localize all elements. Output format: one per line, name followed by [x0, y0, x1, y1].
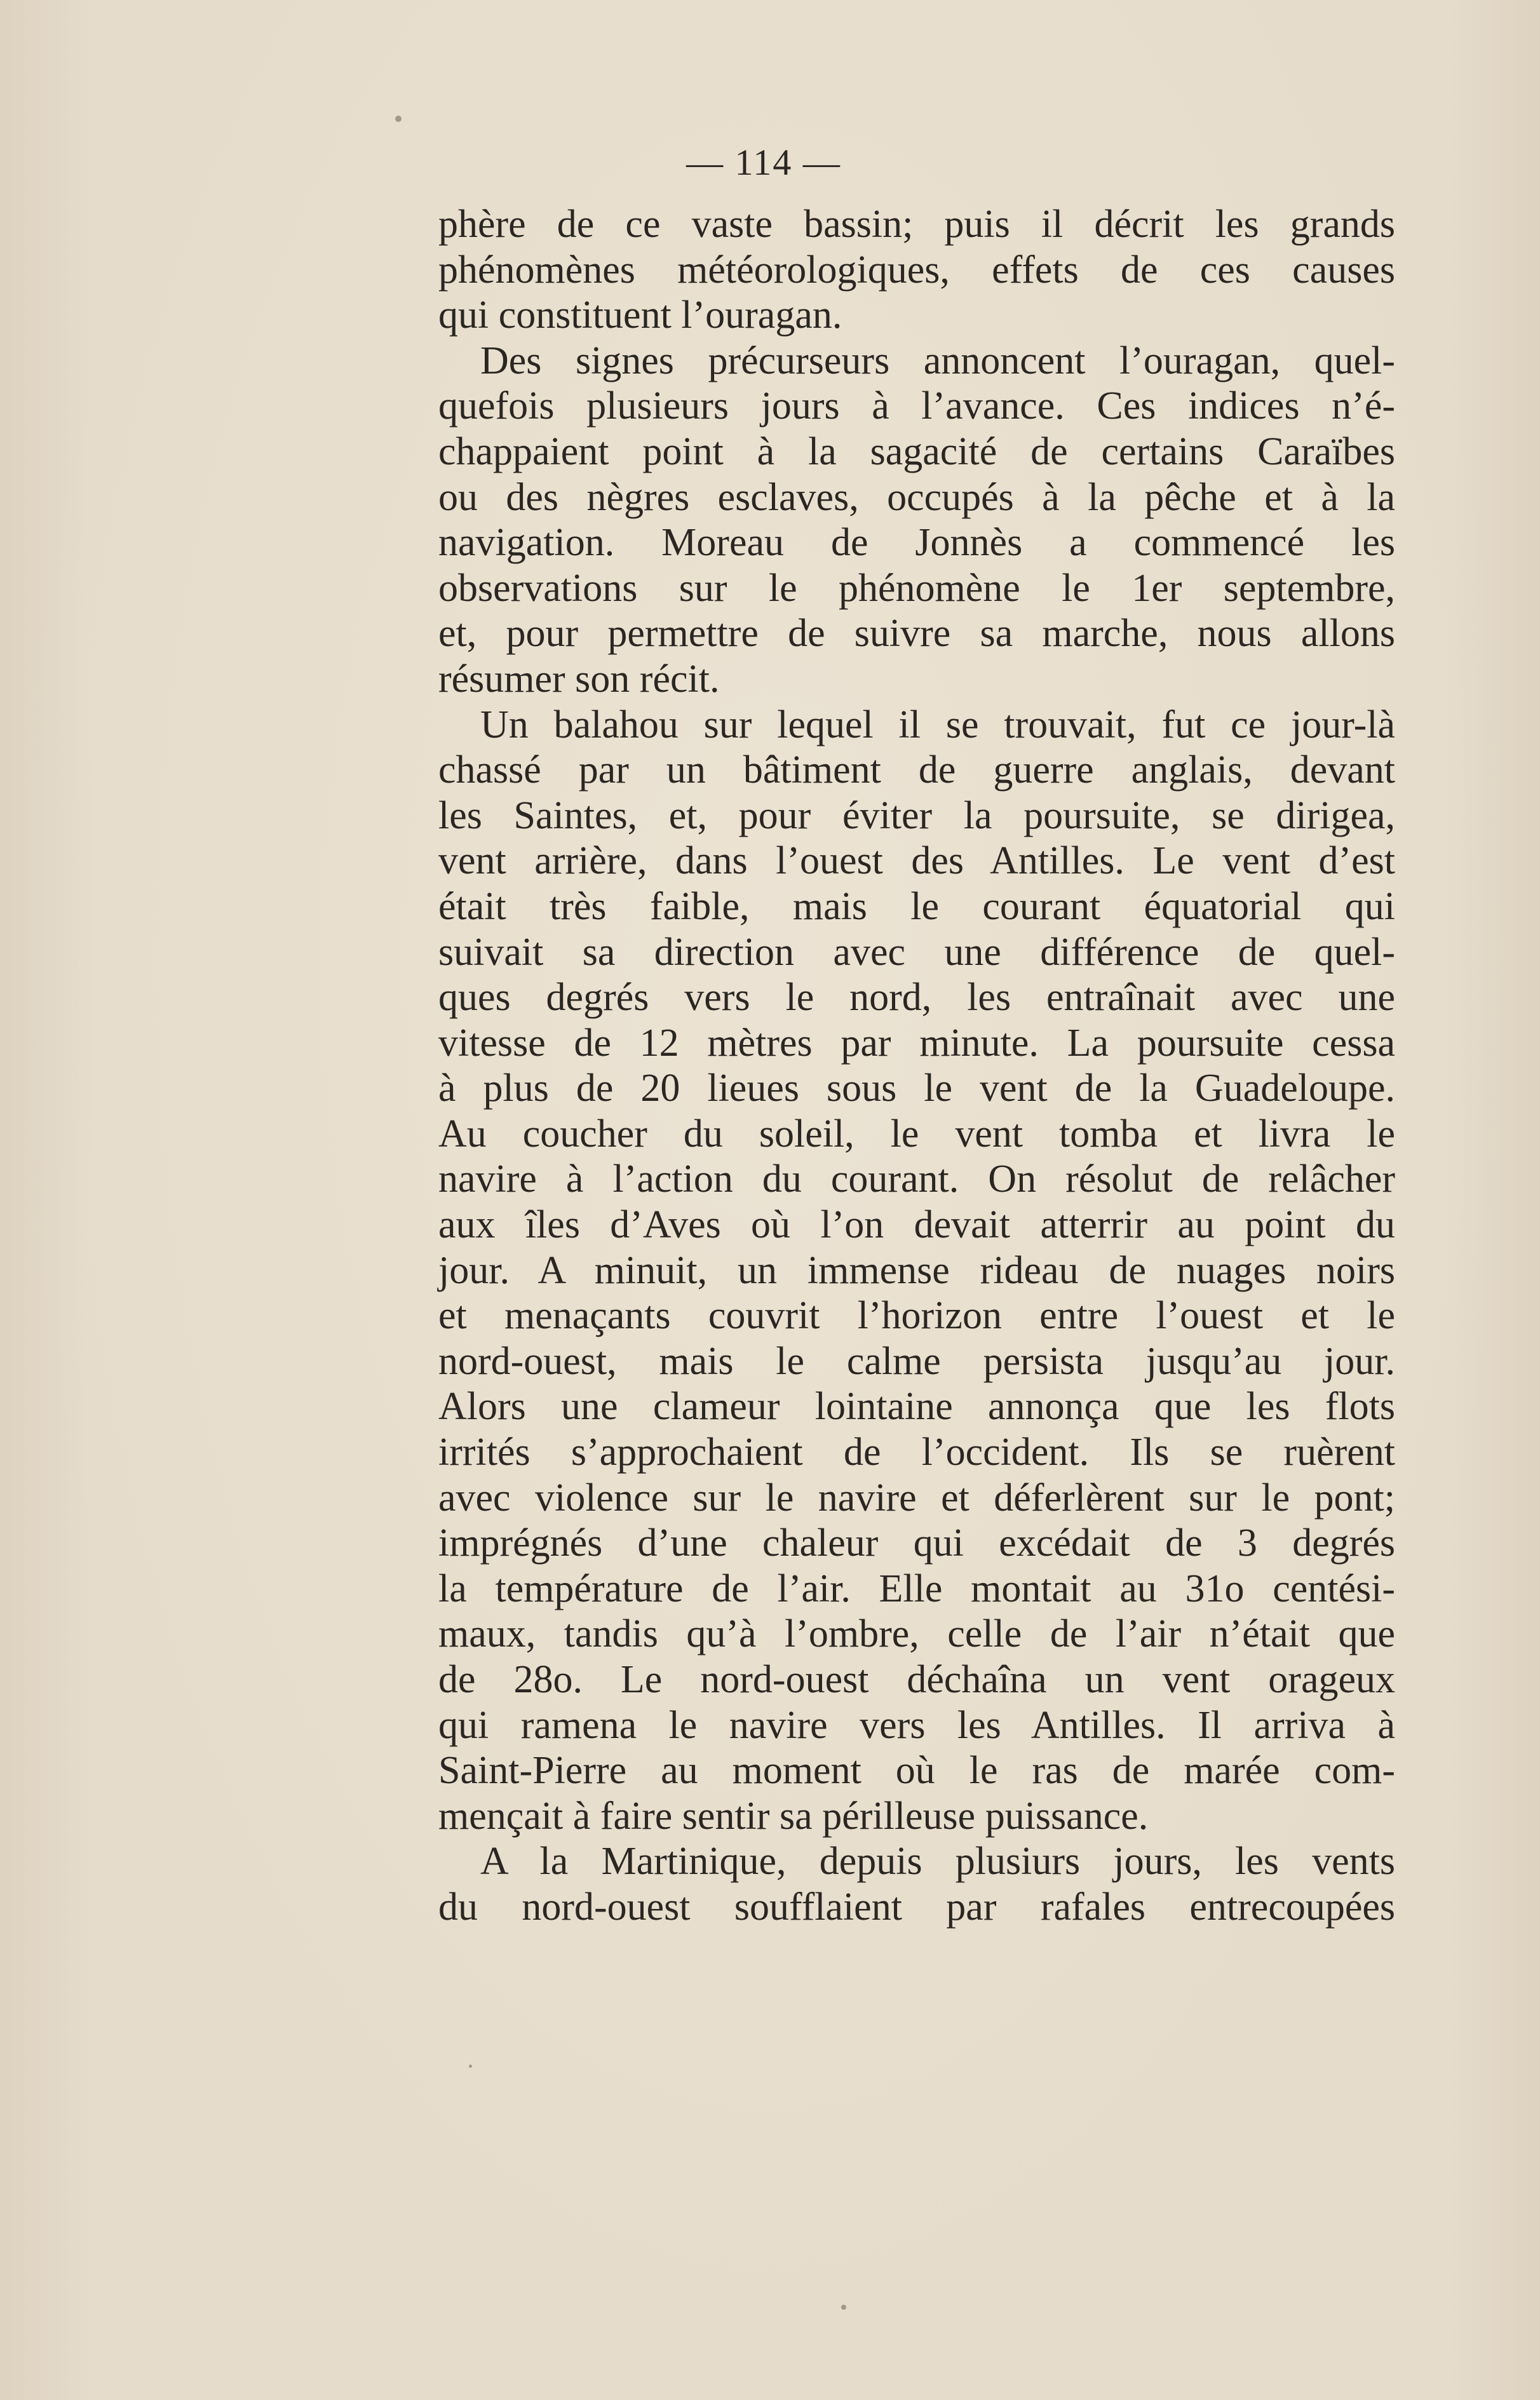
text-line: était très faible, mais le courant équatorial qui: [438, 884, 1395, 928]
text-line: vitesse de 12 mètres par minute. La poursuite cessa: [438, 1021, 1395, 1065]
text-line: et menaçants couvrit l’horizon entre l’ouest et le: [438, 1294, 1395, 1338]
paper-speck: [841, 2305, 846, 2310]
text-line: Au coucher du soleil, le vent tomba et livra le: [438, 1112, 1395, 1156]
text-line: suivait sa direction avec une différence de quel-: [438, 930, 1395, 974]
paper-speck: [469, 2065, 472, 2068]
text-line: la température de l’air. Elle montait au 31o centési-: [438, 1567, 1395, 1610]
text-line: imprégnés d’une chaleur qui excédait de 3 degrés: [438, 1521, 1395, 1565]
text-line: Des signes précurseurs annoncent l’ouragan, quel-: [480, 339, 1395, 382]
text-line: maux, tandis qu’à l’ombre, celle de l’air n’était que: [438, 1612, 1395, 1656]
text-line: navire à l’action du courant. On résolut de relâcher: [438, 1157, 1395, 1201]
text-line: chassé par un bâtiment de guerre anglais, devant: [438, 748, 1395, 792]
text-line: A la Martinique, depuis plusiurs jours, les vents: [480, 1840, 1395, 1884]
text-line: ques degrés vers le nord, les entraînait avec une: [438, 976, 1395, 1020]
text-line: jour. A minuit, un immense rideau de nuages noirs: [438, 1248, 1395, 1292]
text-line: de 28o. Le nord-ouest déchaîna un vent orageux: [438, 1658, 1395, 1701]
text-line: observations sur le phénomène le 1er septembre,: [438, 566, 1395, 610]
text-line: mençait à faire sentir sa périlleuse puissance.: [438, 1794, 1149, 1838]
text-line: phère de ce vaste bassin; puis il décrit les grands: [438, 203, 1395, 246]
text-line: qui ramena le navire vers les Antilles. Il arriva à: [438, 1703, 1395, 1747]
text-line: du nord-ouest soufflaient par rafales entrecoupées: [438, 1885, 1395, 1929]
body-text: [438, 202, 1395, 1931]
text-line: et, pour permettre de suivre sa marche, nous allons: [438, 612, 1395, 656]
text-line: chappaient point à la sagacité de certains Caraïbes: [438, 429, 1395, 473]
text-line: nord-ouest, mais le calme persista jusqu’au jour.: [438, 1339, 1395, 1383]
text-line: quefois plusieurs jours à l’avance. Ces indices n’é-: [438, 384, 1395, 428]
text-line: qui constituent l’ouragan.: [438, 293, 842, 337]
text-line: phénomènes météorologiques, effets de ces causes: [438, 248, 1395, 292]
text-line: irrités s’approchaient de l’occident. Ils se ruèrent: [438, 1431, 1395, 1474]
page-number: — 114 —: [686, 142, 841, 183]
text-line: à plus de 20 lieues sous le vent de la Guadeloupe.: [438, 1067, 1395, 1110]
text-line: résumer son récit.: [438, 657, 720, 701]
text-line: ou des nègres esclaves, occupés à la pêche et à la: [438, 475, 1395, 519]
text-line: avec violence sur le navire et déferlèrent sur le pont;: [438, 1476, 1395, 1520]
text-line: aux îles d’Aves où l’on devait atterrir au point du: [438, 1203, 1395, 1247]
text-line: vent arrière, dans l’ouest des Antilles. Le vent d’est: [438, 839, 1395, 883]
text-line: les Saintes, et, pour éviter la poursuite, se dirigea,: [438, 793, 1395, 837]
paper-speck: [395, 116, 402, 122]
text-line: Un balahou sur lequel il se trouvait, fut ce jour-là: [480, 703, 1395, 746]
text-line: navigation. Moreau de Jonnès a commencé les: [438, 521, 1395, 565]
text-line: Alors une clameur lointaine annonça que les flots: [438, 1385, 1395, 1429]
text-line: Saint-Pierre au moment où le ras de marée com-: [438, 1749, 1395, 1793]
